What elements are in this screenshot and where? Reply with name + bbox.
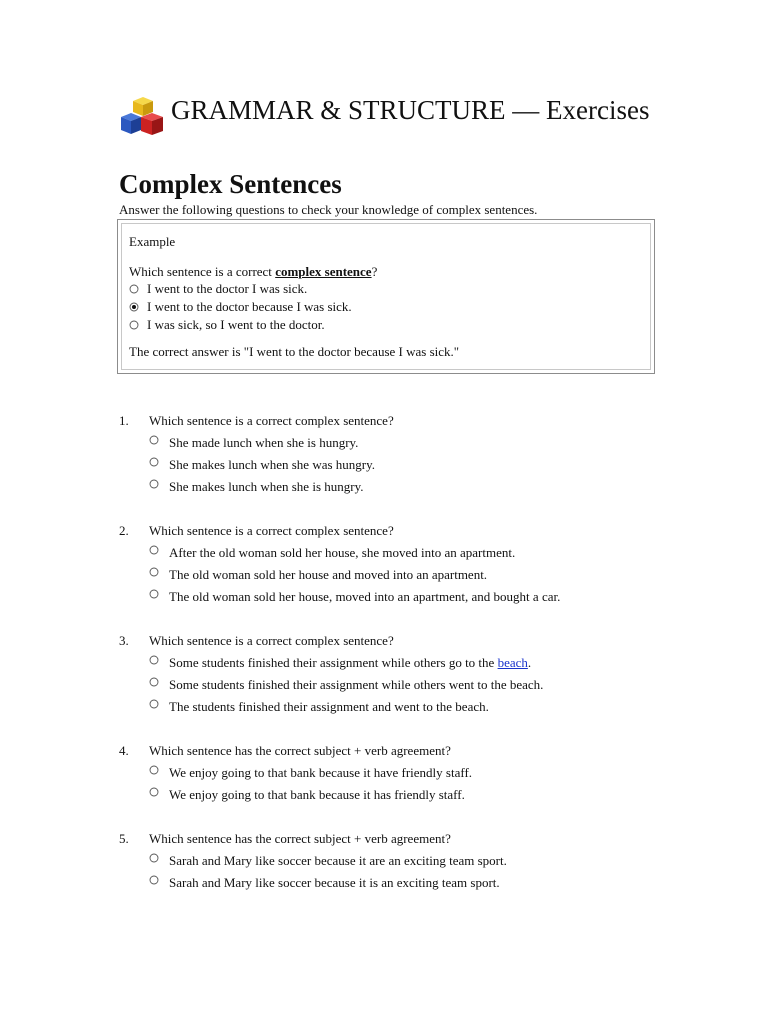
- answer-option-label: We enjoy going to that bank because it has friendly staff.: [169, 787, 465, 802]
- answer-option[interactable]: [149, 564, 739, 586]
- radio-icon[interactable]: [149, 875, 159, 885]
- example-question-text: Which sentence is a correct: [129, 264, 276, 279]
- question-4: [119, 740, 739, 806]
- example-question: [129, 263, 650, 280]
- answer-option[interactable]: [149, 872, 739, 894]
- answer-option-text: Some students finished their assignment while others go to the: [169, 655, 498, 670]
- answer-option[interactable]: [149, 850, 739, 872]
- answer-option-label: We enjoy going to that bank because it have friendly staff.: [169, 765, 473, 780]
- answer-option[interactable]: [149, 454, 739, 476]
- answer-options: [119, 762, 739, 806]
- example-heading: Example: [129, 234, 176, 249]
- radio-icon[interactable]: [149, 567, 159, 577]
- question-2: [119, 520, 739, 608]
- radio-icon[interactable]: [149, 545, 159, 555]
- intro-text: Answer the following questions to check your knowledge of complex sentences.: [119, 202, 538, 217]
- question-text: Which sentence has the correct subject + verb agreement?: [149, 831, 451, 846]
- section-title: Complex Sentences: [119, 169, 342, 199]
- example-answer: The correct answer is "I went to the doctor because I was sick.": [129, 344, 460, 359]
- question-1: [119, 410, 739, 498]
- answer-option-label: The old woman sold her house and moved into an apartment.: [169, 567, 488, 582]
- answer-options: [119, 850, 739, 894]
- question-prompt: [119, 520, 739, 542]
- question-text: Which sentence is a correct complex sentence?: [149, 633, 394, 648]
- question-prompt: [119, 828, 739, 850]
- question-number: 3.: [119, 633, 129, 648]
- radio-icon[interactable]: [149, 677, 159, 687]
- question-5: [119, 828, 739, 894]
- radio-icon[interactable]: [149, 699, 159, 709]
- question-3: [119, 630, 739, 718]
- answer-option-label: She makes lunch when she is hungry.: [169, 479, 364, 494]
- answer-options: [119, 542, 739, 608]
- radio-icon[interactable]: [149, 589, 159, 599]
- question-list: [119, 410, 739, 916]
- answer-option[interactable]: [149, 784, 739, 806]
- question-prompt: [119, 740, 739, 762]
- alphabet-blocks-icon: [119, 95, 165, 137]
- answer-option[interactable]: [149, 476, 739, 498]
- example-option-label: I went to the doctor I was sick.: [147, 281, 308, 296]
- page-title: GRAMMAR & STRUCTURE — Exercises: [171, 95, 650, 125]
- example-option-label: I was sick, so I went to the doctor.: [147, 317, 325, 332]
- answer-option[interactable]: [149, 432, 739, 454]
- example-option[interactable]: [129, 316, 650, 334]
- radio-icon[interactable]: [149, 479, 159, 489]
- radio-icon[interactable]: [129, 320, 139, 330]
- question-prompt: [119, 410, 739, 432]
- radio-icon[interactable]: [149, 765, 159, 775]
- answer-option-label: The students finished their assignment and went to the beach.: [169, 699, 489, 714]
- radio-icon[interactable]: [149, 655, 159, 665]
- question-text: Which sentence is a correct complex sentence?: [149, 413, 394, 428]
- answer-option-label: She made lunch when she is hungry.: [169, 435, 359, 450]
- example-options: [129, 280, 650, 334]
- radio-icon[interactable]: [149, 787, 159, 797]
- answer-option-label: She makes lunch when she was hungry.: [169, 457, 376, 472]
- answer-option-label: Sarah and Mary like soccer because it is an exciting team sport.: [169, 875, 500, 890]
- question-text: Which sentence is a correct complex sentence?: [149, 523, 394, 538]
- answer-option-label: Some students finished their assignment while others went to the beach.: [169, 677, 544, 692]
- radio-icon[interactable]: [129, 284, 139, 294]
- radio-icon[interactable]: [149, 457, 159, 467]
- example-box: [117, 219, 655, 374]
- example-question-term: complex sentence: [275, 264, 372, 279]
- question-text: Which sentence has the correct subject + verb agreement?: [149, 743, 451, 758]
- answer-option-label: [169, 652, 531, 674]
- question-number: 5.: [119, 831, 129, 846]
- example-question-mark: ?: [371, 264, 378, 279]
- answer-option[interactable]: [149, 542, 739, 564]
- question-number: 4.: [119, 743, 129, 758]
- question-prompt: [119, 630, 739, 652]
- answer-option[interactable]: [149, 586, 739, 608]
- beach-link[interactable]: beach: [497, 655, 528, 670]
- answer-option-label: The old woman sold her house, moved into an apartment, and bought a car.: [169, 589, 561, 604]
- answer-option[interactable]: [149, 652, 739, 674]
- radio-icon[interactable]: [149, 435, 159, 445]
- example-option[interactable]: [129, 280, 650, 298]
- answer-option-label: Sarah and Mary like soccer because it are an exciting team sport.: [169, 853, 507, 868]
- example-option[interactable]: [129, 298, 650, 316]
- answer-option[interactable]: [149, 762, 739, 784]
- radio-selected-icon[interactable]: [129, 302, 139, 312]
- radio-icon[interactable]: [149, 853, 159, 863]
- example-option-label: I went to the doctor because I was sick.: [147, 299, 352, 314]
- answer-option[interactable]: [149, 696, 739, 718]
- answer-options: [119, 432, 739, 498]
- answer-options: [119, 652, 739, 718]
- question-number: 1.: [119, 413, 129, 428]
- answer-option-period: .: [527, 655, 532, 670]
- answer-option-label: After the old woman sold her house, she moved into an apartment.: [169, 545, 516, 560]
- answer-option[interactable]: [149, 674, 739, 696]
- question-number: 2.: [119, 523, 129, 538]
